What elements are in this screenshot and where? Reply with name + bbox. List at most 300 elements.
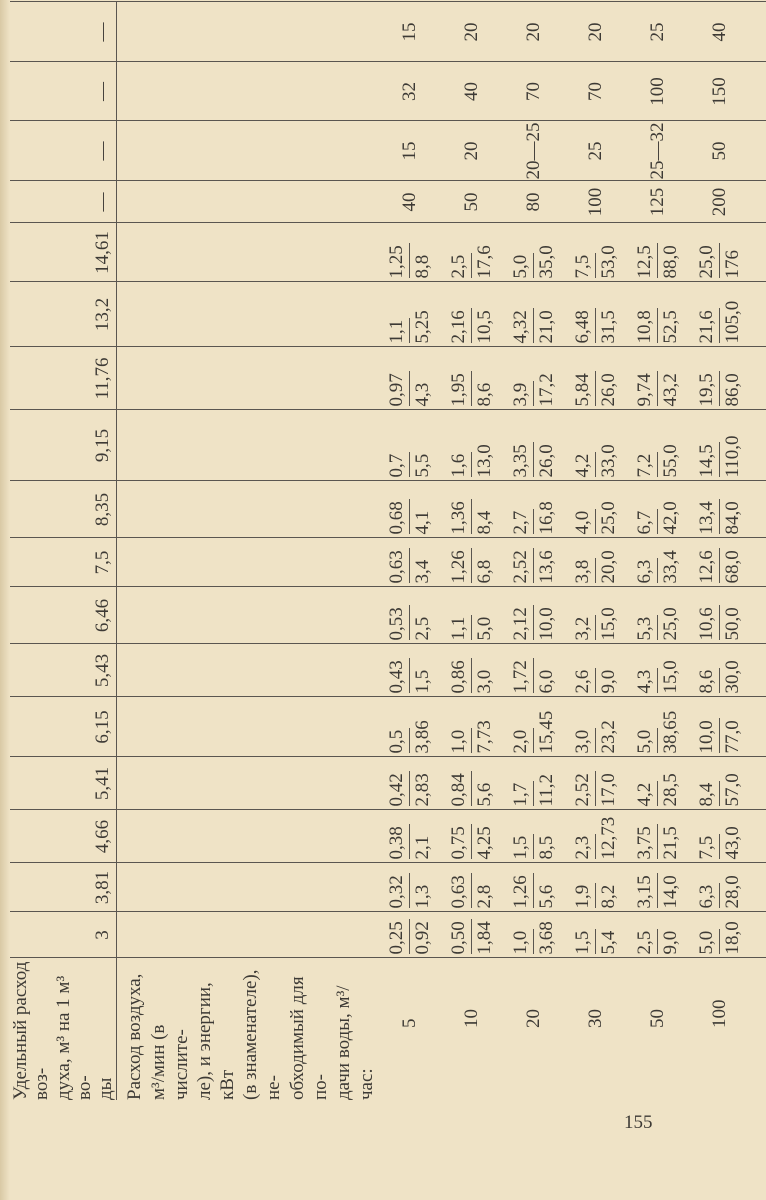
numerator-air: 0,75: [449, 824, 472, 859]
group-spacer-cell: [117, 912, 378, 958]
group-row: [117, 2, 378, 1100]
value-cell: [688, 2, 750, 62]
fraction-cell: [688, 912, 750, 958]
numerator-air: 4,3: [635, 668, 658, 694]
value: 25: [646, 22, 668, 42]
fraction-cell: [378, 863, 440, 912]
numerator-air: 1,1: [387, 318, 410, 344]
fraction: [511, 348, 556, 410]
group-spacer-cell: [117, 810, 378, 863]
denominator-energy: 14,0: [659, 875, 681, 909]
fraction-cell: [564, 644, 626, 697]
page-number: 155: [624, 1112, 653, 1133]
numerator-air: 1,6: [449, 452, 472, 478]
numerator-air: 5,3: [635, 615, 658, 641]
fraction: [387, 811, 432, 863]
value: 150: [708, 77, 730, 106]
fraction: [387, 645, 432, 697]
group-spacer-cell: [117, 282, 378, 347]
numerator-air: 8,4: [697, 781, 720, 807]
numerator-air: 1,5: [511, 834, 534, 860]
numerator-air: 5,0: [697, 929, 720, 955]
empty-cell: [750, 282, 766, 347]
numerator-air: 7,2: [635, 452, 658, 478]
fraction: [635, 864, 680, 912]
value-cell: [378, 181, 440, 223]
fraction: [387, 348, 432, 410]
column-header: 4,66: [10, 810, 117, 863]
fraction: [511, 698, 556, 757]
numerator-air: 0,25: [387, 919, 410, 954]
fraction-cell: [626, 481, 688, 538]
numerator-air: 1,1: [449, 615, 472, 641]
table-row: [502, 2, 564, 1100]
denominator-energy: 176: [721, 250, 743, 279]
value-cell: [378, 2, 440, 62]
denominator-energy: 13,0: [473, 444, 495, 478]
value: 70: [522, 82, 544, 101]
empty-cell: [750, 810, 766, 863]
numerator-air: 6,48: [573, 308, 596, 343]
denominator-energy: 6,8: [473, 559, 495, 584]
numerator-air: 2,3: [573, 834, 596, 860]
fraction-cell: [626, 912, 688, 958]
denominator-energy: 42,0: [659, 501, 681, 535]
numerator-air: 4,0: [573, 509, 596, 535]
numerator-air: 1,9: [573, 883, 596, 909]
denominator-energy: 53,0: [597, 245, 619, 279]
fraction: [387, 283, 432, 347]
fraction: [511, 539, 556, 587]
header-label: Удельный расход воз- духа, м³ на 1 м³ во- ды: [10, 958, 117, 1100]
denominator-energy: 1,84: [473, 921, 495, 955]
column-header: 9,15: [10, 410, 117, 481]
fraction-cell: [502, 410, 564, 481]
fraction: [387, 758, 432, 810]
denominator-energy: 43,2: [659, 373, 681, 407]
fraction: [635, 283, 680, 347]
value-cell: [502, 2, 564, 62]
fraction: [573, 224, 618, 282]
empty-cell: [750, 538, 766, 587]
fraction-cell: [378, 410, 440, 481]
denominator-energy: 17,6: [473, 245, 495, 279]
denominator-energy: 15,0: [659, 660, 681, 694]
numerator-air: 1,26: [511, 873, 534, 908]
fraction-cell: [440, 223, 502, 282]
fraction-cell: [564, 481, 626, 538]
fraction: [697, 224, 742, 282]
denominator-energy: 35,0: [535, 245, 557, 279]
fraction-cell: [378, 481, 440, 538]
fraction: [573, 864, 618, 912]
numerator-air: 1,26: [449, 548, 472, 583]
table-row: [688, 2, 750, 1100]
empty-cell: [750, 697, 766, 757]
value: 100: [584, 187, 606, 217]
group-spacer-cell: [117, 121, 378, 181]
denominator-energy: 33,4: [659, 550, 681, 584]
group-spacer-cell: [117, 62, 378, 121]
group-spacer-cell: [117, 410, 378, 481]
numerator-air: 6,3: [697, 883, 720, 909]
numerator-air: 3,15: [635, 873, 658, 908]
fraction-cell: [564, 282, 626, 347]
denominator-energy: 1,5: [411, 669, 433, 694]
value-cell: [378, 62, 440, 121]
numerator-air: 10,0: [697, 718, 720, 753]
fraction: [511, 758, 556, 810]
denominator-energy: 52,5: [659, 310, 681, 344]
denominator-energy: 15,0: [597, 607, 619, 641]
numerator-air: 0,84: [449, 771, 472, 806]
empty-cell: [750, 2, 766, 62]
fraction-cell: [502, 282, 564, 347]
value: 15: [398, 22, 420, 42]
fraction-cell: [626, 223, 688, 282]
empty-cell: [750, 757, 766, 810]
numerator-air: 6,3: [635, 558, 658, 584]
numerator-air: 0,68: [387, 499, 410, 534]
fraction-cell: [502, 757, 564, 810]
column-header: —: [10, 2, 117, 62]
denominator-energy: 23,2: [597, 720, 619, 754]
fraction-cell: [688, 587, 750, 644]
value-cell: [564, 181, 626, 223]
value-cell: [688, 62, 750, 121]
denominator-energy: 3,68: [535, 921, 557, 955]
fraction: [573, 539, 618, 587]
value: 20—25: [522, 122, 544, 180]
numerator-air: 7,5: [573, 253, 596, 279]
group-spacer-cell: [117, 181, 378, 223]
column-header: —: [10, 181, 117, 223]
numerator-air: 3,75: [635, 824, 658, 859]
fraction: [635, 758, 680, 810]
fraction-cell: [688, 810, 750, 863]
column-header: 6,15: [10, 697, 117, 757]
numerator-air: 2,52: [573, 771, 596, 806]
fraction-cell: [564, 538, 626, 587]
denominator-energy: 3,86: [411, 720, 433, 754]
fraction-cell: [378, 697, 440, 757]
denominator-energy: 3,0: [473, 669, 495, 694]
fraction: [635, 588, 680, 644]
fraction-cell: [626, 757, 688, 810]
value-cell: [688, 181, 750, 223]
numerator-air: 1,95: [449, 371, 472, 406]
fraction: [635, 913, 680, 958]
column-header: 11,76: [10, 347, 117, 410]
numerator-air: 0,63: [387, 548, 410, 583]
fraction: [449, 811, 494, 863]
numerator-air: 0,86: [449, 658, 472, 693]
numerator-air: 4,2: [635, 781, 658, 807]
fraction-cell: [378, 810, 440, 863]
value-cell: [502, 181, 564, 223]
fraction-cell: [502, 644, 564, 697]
fraction-cell: [378, 223, 440, 282]
empty-cell: [750, 863, 766, 912]
denominator-energy: 11,2: [535, 773, 557, 807]
fraction-cell: [502, 912, 564, 958]
fraction: [449, 539, 494, 587]
air-consumption-table: [10, 2, 766, 1101]
denominator-energy: 1,3: [411, 884, 433, 909]
fraction-cell: [378, 538, 440, 587]
numerator-air: 1,0: [511, 929, 534, 955]
value-cell: [626, 2, 688, 62]
numerator-air: 1,5: [573, 929, 596, 955]
fraction: [511, 411, 556, 481]
fraction-cell: [626, 282, 688, 347]
denominator-energy: 7,73: [473, 720, 495, 754]
row-label: 100: [708, 999, 730, 1028]
denominator-energy: 43,0: [721, 826, 743, 860]
denominator-energy: 33,0: [597, 444, 619, 478]
fraction-cell: [440, 347, 502, 410]
fraction-cell: [688, 697, 750, 757]
numerator-air: 3,35: [511, 442, 534, 477]
fraction-cell: [564, 912, 626, 958]
row-label: 5: [398, 1018, 420, 1028]
fraction: [697, 645, 742, 697]
fraction: [449, 283, 494, 347]
fraction-cell: [440, 587, 502, 644]
fraction: [449, 411, 494, 481]
fraction-cell: [502, 481, 564, 538]
fraction-cell: [688, 757, 750, 810]
numerator-air: 3,2: [573, 615, 596, 641]
empty-cell: [750, 958, 766, 1100]
row-label-cell: [626, 958, 688, 1100]
empty-cell: [750, 410, 766, 481]
fraction-cell: [440, 810, 502, 863]
numerator-air: 9,74: [635, 371, 658, 406]
fraction-cell: [626, 347, 688, 410]
empty-cell: [750, 481, 766, 538]
fraction-cell: [378, 282, 440, 347]
fraction-cell: [564, 223, 626, 282]
numerator-air: 0,43: [387, 658, 410, 693]
column-header: —: [10, 62, 117, 121]
denominator-energy: 8,8: [411, 254, 433, 279]
numerator-air: 5,0: [511, 253, 534, 279]
value: 20: [460, 22, 482, 42]
numerator-air: 3,0: [573, 728, 596, 754]
value-cell: [626, 62, 688, 121]
fraction-cell: [440, 757, 502, 810]
fraction: [697, 913, 742, 958]
fraction: [697, 539, 742, 587]
fraction: [697, 698, 742, 757]
denominator-energy: 13,6: [535, 550, 557, 584]
denominator-energy: 2,8: [473, 884, 495, 909]
column-header: 6,46: [10, 587, 117, 644]
numerator-air: 0,5: [387, 728, 410, 754]
table-row: [440, 2, 502, 1100]
numerator-air: 0,32: [387, 873, 410, 908]
fraction: [449, 913, 494, 958]
group-label: Расход воздуха, м³/мин (в числите- ле), и энергии, кВт (в знаменателе), не- обходимый для по- дачи воды, м³/час:: [117, 958, 378, 1100]
value: 70: [584, 82, 606, 101]
fraction: [697, 811, 742, 863]
group-spacer-cell: [117, 863, 378, 912]
denominator-energy: 21,0: [535, 310, 557, 344]
value-cell: [440, 181, 502, 223]
numerator-air: 5,0: [635, 728, 658, 754]
fraction: [697, 283, 742, 347]
fraction: [449, 482, 494, 538]
fraction-cell: [564, 697, 626, 757]
denominator-energy: 110,0: [721, 435, 743, 478]
fraction: [697, 864, 742, 912]
fraction-cell: [564, 587, 626, 644]
denominator-energy: 5,5: [411, 453, 433, 478]
table-bottom-row: [750, 2, 766, 1100]
numerator-air: 2,16: [449, 308, 472, 343]
fraction: [697, 411, 742, 481]
denominator-energy: 21,5: [659, 826, 681, 860]
fraction: [573, 482, 618, 538]
column-header: 13,2: [10, 282, 117, 347]
denominator-energy: 8,2: [597, 884, 619, 909]
value: 50: [708, 141, 730, 161]
denominator-energy: 2,83: [411, 773, 433, 807]
fraction: [511, 482, 556, 538]
denominator-energy: 2,1: [411, 835, 433, 860]
column-header: 3: [10, 912, 117, 958]
fraction-cell: [440, 697, 502, 757]
value-cell: [502, 121, 564, 181]
numerator-air: 1,25: [387, 243, 410, 278]
column-header: 7,5: [10, 538, 117, 587]
denominator-energy: 5,6: [535, 884, 557, 909]
fraction: [635, 411, 680, 481]
numerator-air: 5,84: [573, 371, 596, 406]
numerator-air: 3,8: [573, 558, 596, 584]
numerator-air: 13,4: [697, 499, 720, 534]
value: 32: [398, 82, 420, 101]
numerator-air: 0,63: [449, 873, 472, 908]
fraction: [449, 588, 494, 644]
denominator-energy: 28,0: [721, 875, 743, 909]
denominator-energy: 0,92: [411, 921, 433, 955]
fraction: [449, 864, 494, 912]
row-label-cell: [440, 958, 502, 1100]
fraction-cell: [440, 644, 502, 697]
group-spacer-cell: [117, 587, 378, 644]
numerator-air: 2,12: [511, 605, 534, 640]
fraction: [635, 811, 680, 863]
fraction: [387, 913, 432, 958]
fraction: [573, 588, 618, 644]
fraction: [511, 811, 556, 863]
value: 15: [398, 141, 420, 161]
denominator-energy: 4,1: [411, 510, 433, 535]
denominator-energy: 8,6: [473, 382, 495, 407]
fraction: [697, 758, 742, 810]
numerator-air: 1,36: [449, 499, 472, 534]
value-cell: [440, 62, 502, 121]
numerator-air: 2,6: [573, 668, 596, 694]
fraction: [449, 645, 494, 697]
numerator-air: 0,53: [387, 605, 410, 640]
fraction: [449, 758, 494, 810]
denominator-energy: 30,0: [721, 660, 743, 694]
fraction-cell: [688, 481, 750, 538]
fraction: [697, 348, 742, 410]
fraction-cell: [378, 757, 440, 810]
numerator-air: 2,5: [449, 253, 472, 279]
fraction-cell: [564, 810, 626, 863]
fraction: [511, 588, 556, 644]
value-cell: [626, 121, 688, 181]
denominator-energy: 84,0: [721, 501, 743, 535]
denominator-energy: 8,4: [473, 510, 495, 535]
fraction-cell: [440, 863, 502, 912]
value: 40: [708, 22, 730, 42]
numerator-air: 25,0: [697, 243, 720, 278]
fraction: [511, 864, 556, 912]
fraction-cell: [378, 644, 440, 697]
fraction: [387, 539, 432, 587]
fraction: [449, 698, 494, 757]
numerator-air: 4,2: [573, 452, 596, 478]
fraction-cell: [626, 410, 688, 481]
denominator-energy: 4,25: [473, 826, 495, 860]
value-cell: [564, 62, 626, 121]
numerator-air: 2,52: [511, 548, 534, 583]
value: 200: [708, 187, 730, 217]
value-cell: [440, 121, 502, 181]
fraction: [387, 482, 432, 538]
numerator-air: 2,5: [635, 929, 658, 955]
fraction: [387, 698, 432, 757]
fraction-cell: [688, 644, 750, 697]
fraction-cell: [564, 410, 626, 481]
fraction: [387, 224, 432, 282]
fraction: [449, 348, 494, 410]
column-header: 14,61: [10, 223, 117, 282]
column-header: 5,43: [10, 644, 117, 697]
fraction-cell: [626, 810, 688, 863]
fraction-cell: [626, 697, 688, 757]
row-label: 30: [584, 1009, 606, 1028]
row-label-cell: [502, 958, 564, 1100]
fraction: [573, 645, 618, 697]
value: 40: [398, 192, 420, 212]
fraction-cell: [378, 347, 440, 410]
fraction: [449, 224, 494, 282]
numerator-air: 21,6: [697, 308, 720, 343]
fraction-cell: [626, 587, 688, 644]
column-header: —: [10, 121, 117, 181]
row-label: 50: [646, 1009, 668, 1028]
denominator-energy: 5,4: [597, 930, 619, 955]
numerator-air: 0,7: [387, 452, 410, 478]
group-spacer-cell: [117, 481, 378, 538]
empty-cell: [750, 644, 766, 697]
numerator-air: 0,97: [387, 371, 410, 406]
denominator-energy: 5,25: [411, 310, 433, 344]
numerator-air: 10,8: [635, 308, 658, 343]
denominator-energy: 9,0: [659, 930, 681, 955]
denominator-energy: 105,0: [721, 300, 743, 344]
numerator-air: 4,32: [511, 308, 534, 343]
denominator-energy: 68,0: [721, 550, 743, 584]
fraction-cell: [626, 538, 688, 587]
